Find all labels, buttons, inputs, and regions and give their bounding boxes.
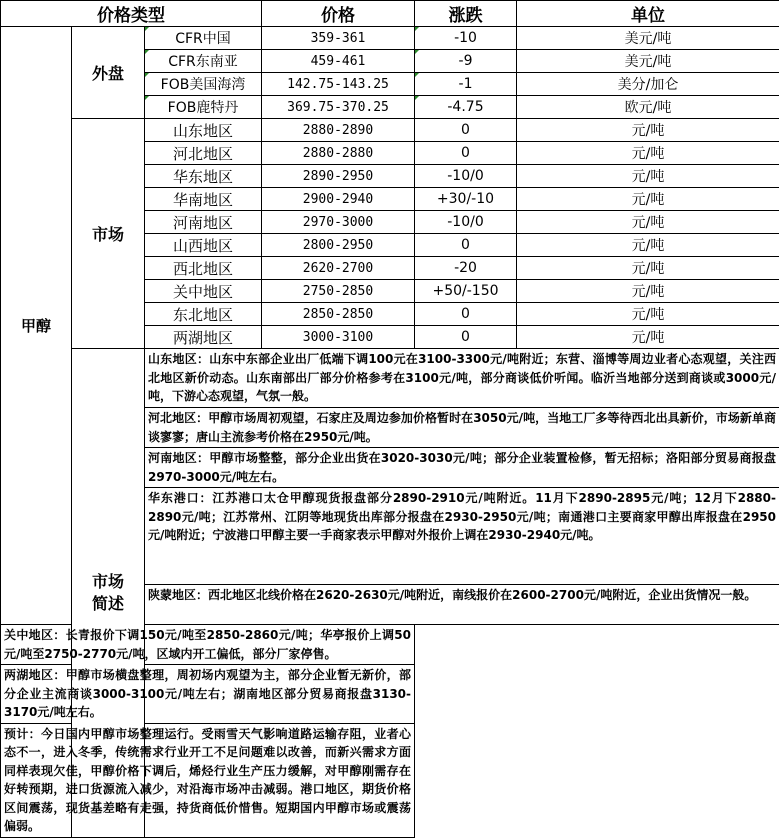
row-name: 山东地区: [145, 119, 262, 142]
row-change: -4.75: [415, 96, 517, 119]
summary-hebei: 河北地区：甲醇市场周初观望，石家庄及周边参加价格暂时在3050元/吨，当地工厂多等待西北出具新价，市场新单商谈寥寥；唐山主流参考价格在2950元/吨。: [145, 408, 779, 448]
row-name: 关中地区: [145, 280, 262, 303]
row-unit: 元/吨: [517, 303, 779, 326]
row-unit: 元/吨: [517, 142, 779, 165]
row-price: 142.75-143.25: [262, 73, 415, 96]
row-change: -1: [415, 73, 517, 96]
row-unit: 元/吨: [517, 188, 779, 211]
header-unit: 单位: [517, 1, 779, 27]
group-summary-label: 市场简述: [90, 571, 125, 615]
group-market: 市场: [72, 119, 145, 349]
row-unit: 元/吨: [517, 326, 779, 349]
summary-hubei-hunan: 两湖地区：甲醇市场横盘整理，周初场内观望为主，部分企业暂无新价，部分企业主流商谈3000-3100元/吨左右；湖南地区部分贸易商报盘3130-3170元/吨左右。: [1, 665, 415, 724]
row-change: -10/0: [415, 165, 517, 188]
row-price: 2800-2950: [262, 234, 415, 257]
row-price: 459-461: [262, 50, 415, 73]
row-change: +50/-150: [415, 280, 517, 303]
row-change: -9: [415, 50, 517, 73]
row-price: 2620-2700: [262, 257, 415, 280]
row-name: 西北地区: [145, 257, 262, 280]
header-category: 价格类型: [1, 1, 262, 27]
summary-row: [1, 723, 779, 837]
row-name: CFR中国: [145, 27, 262, 50]
row-change: 0: [415, 142, 517, 165]
row-price: 2890-2950: [262, 165, 415, 188]
row-price: 359-361: [262, 27, 415, 50]
row-price: 2850-2850: [262, 303, 415, 326]
summary-row: [1, 665, 779, 724]
table-row: [1, 119, 779, 142]
row-price: 2750-2850: [262, 280, 415, 303]
summary-east-china-port: 华东港口：江苏港口太仓甲醇现货报盘部分2890-2910元/吨附近。11月下2890-2895元/吨；12月下2880-2890元/吨；江苏常州、江阴等地现货出库部分报盘在2930-2950元/吨；南通港口主要商家甲醇出库报盘在2950元/吨附近；宁波港口甲醇主要一手商家表示甲醇对外报价上调在2930-2940元/吨。: [145, 488, 779, 585]
row-change: 0: [415, 119, 517, 142]
row-name: CFR东南亚: [145, 50, 262, 73]
row-unit: 元/吨: [517, 211, 779, 234]
row-unit: 美元/吨: [517, 50, 779, 73]
row-unit: 元/吨: [517, 257, 779, 280]
row-change: -10: [415, 27, 517, 50]
header-row: [1, 1, 779, 27]
row-price: 2970-3000: [262, 211, 415, 234]
row-name: 河南地区: [145, 211, 262, 234]
row-unit: 元/吨: [517, 234, 779, 257]
row-unit: 美分/加仑: [517, 73, 779, 96]
row-change: -10/0: [415, 211, 517, 234]
summary-shaanxi-inner-mongolia: 陕蒙地区：西北地区北线价格在2620-2630元/吨附近，南线报价在2600-2700元/吨附近，企业出货情况一般。: [145, 585, 779, 625]
summary-forecast: 预计：今日国内甲醇市场整理运行。受雨雪天气影响道路运输存阻，业者心态不一，进入冬季，传统需求行业开工不足问题难以改善，而新兴需求方面同样表现欠佳，甲醇价格下调后，烯烃行业生产压力缓解，对甲醇刚需存在好转预期，进口货源流入减少，对沿海市场冲击减弱。港口地区，期货价格区间震荡，现货基差略有走强，持货商低价惜售。短期国内甲醇市场或震荡偏弱。: [1, 723, 415, 837]
row-price: 2900-2940: [262, 188, 415, 211]
header-change: 涨跌: [415, 1, 517, 27]
row-unit: 欧元/吨: [517, 96, 779, 119]
row-name: FOB鹿特丹: [145, 96, 262, 119]
row-unit: 元/吨: [517, 165, 779, 188]
product-name: 甲醇: [1, 27, 72, 625]
summary-row: [1, 625, 779, 665]
row-price: 369.75-370.25: [262, 96, 415, 119]
row-price: 3000-3100: [262, 326, 415, 349]
row-change: 0: [415, 234, 517, 257]
table-row: [1, 27, 779, 50]
header-price: 价格: [262, 1, 415, 27]
row-name: 河北地区: [145, 142, 262, 165]
summary-row: [1, 349, 779, 408]
row-price: 2880-2890: [262, 119, 415, 142]
row-unit: 元/吨: [517, 280, 779, 303]
row-unit: 元/吨: [517, 119, 779, 142]
row-name: 华南地区: [145, 188, 262, 211]
row-unit: 美元/吨: [517, 27, 779, 50]
row-name: 东北地区: [145, 303, 262, 326]
row-name: 华东地区: [145, 165, 262, 188]
row-change: 0: [415, 326, 517, 349]
group-external: 外盘: [72, 27, 145, 119]
row-change: +30/-10: [415, 188, 517, 211]
row-change: -20: [415, 257, 517, 280]
summary-henan: 河南地区：甲醇市场整整，部分企业出货在3020-3030元/吨；部分企业装置检修，暂无招标；洛阳部分贸易商报盘2970-3000元/吨左右。: [145, 448, 779, 488]
summary-shandong: 山东地区：山东中东部企业出厂低端下调100元在3100-3300元/吨附近；东营、淄博等周边业者心态观望，关注西北地区新价动态。山东南部出厂部分价格参考在3100元/吨，部分商谈低价听闻。临沂当地部分送到商谈或3000元/吨，下游心态观望，气氛一般。: [145, 349, 779, 408]
row-name: 两湖地区: [145, 326, 262, 349]
row-price: 2880-2880: [262, 142, 415, 165]
row-name: 山西地区: [145, 234, 262, 257]
summary-guanzhong: 关中地区：长青报价下调150元/吨至2850-2860元/吨；华亭报价上调50元/吨至2750-2770元/吨，区域内开工偏低，部分厂家停售。: [1, 625, 415, 665]
row-name: FOB美国海湾: [145, 73, 262, 96]
row-change: 0: [415, 303, 517, 326]
